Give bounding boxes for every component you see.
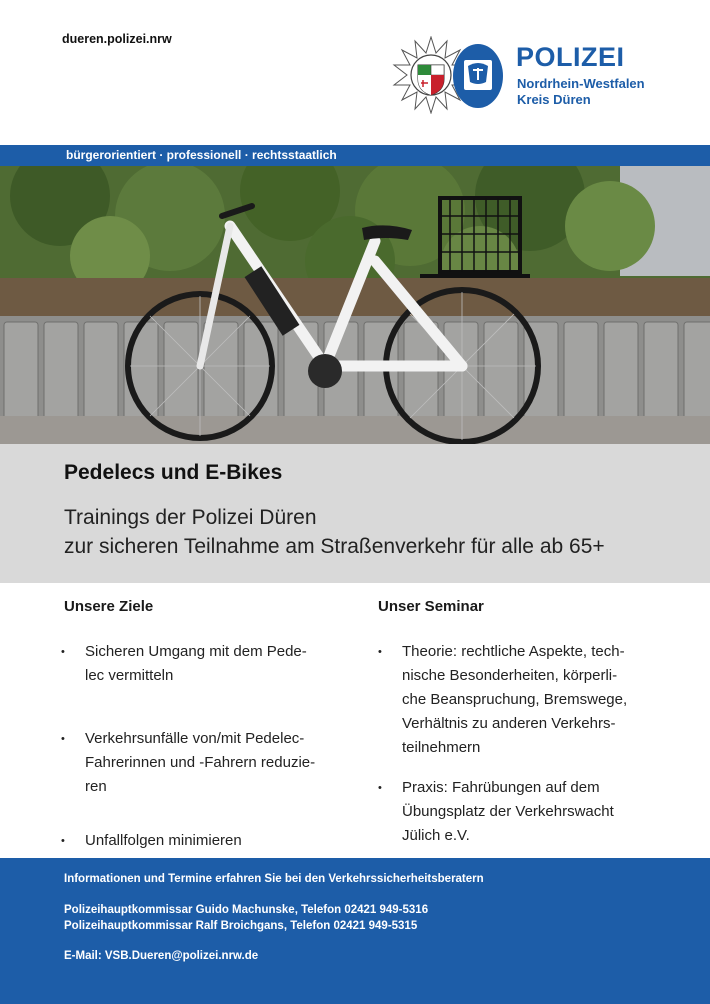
list-item: • Verkehrsunfälle von/mit Pedelec- Fahrerinnen und -Fahrern reduzie- ren xyxy=(85,727,355,799)
police-logo xyxy=(392,36,682,116)
logo-state: Nordrhein-Westfalen xyxy=(517,76,645,91)
goals-list xyxy=(61,640,355,853)
bullet-icon: • xyxy=(378,782,382,794)
list-item: • Sicheren Umgang mit dem Pede- lec vermitteln xyxy=(85,640,355,688)
e-bike-photo xyxy=(0,166,710,444)
list-item: • Theorie: rechtliche Aspekte, tech- nische Besonderheiten, körperli- che Beanspruchung, Bremswege, Verhältnis zu anderen Verkehrs- teilnehmern xyxy=(402,640,682,760)
tagline: bürgerorientiert · professionell · rechtsstaatlich xyxy=(66,148,337,162)
site-url[interactable]: dueren.polizei.nrw xyxy=(62,32,172,46)
email-link[interactable]: E-Mail: VSB.Dueren@polizei.nrw.de xyxy=(64,950,259,962)
list-item: • Unfallfolgen minimieren xyxy=(85,829,355,853)
list-item: • Praxis: Fahrübungen auf dem Übungsplatz der Verkehrswacht Jülich e.V. xyxy=(402,776,682,848)
subtitle-line-1: Trainings der Polizei Düren xyxy=(64,506,317,529)
page-title: Pedelecs und E-Bikes xyxy=(64,461,283,484)
goals-heading: Unsere Ziele xyxy=(64,598,154,615)
subtitle-line-2: zur sicheren Teilnahme am Straßenverkehr für alle ab 65+ xyxy=(64,535,605,558)
bullet-icon: • xyxy=(61,835,65,847)
bullet-icon: • xyxy=(378,646,382,658)
bullet-icon: • xyxy=(61,733,65,745)
contact-footer xyxy=(0,858,710,1004)
logo-district: Kreis Düren xyxy=(517,92,591,107)
seminar-list xyxy=(378,640,682,848)
info-text: Informationen und Termine erfahren Sie bei den Verkehrssicherheitsberatern xyxy=(64,873,484,885)
contact-line-2: Polizeihauptkommissar Ralf Broichgans, Telefon 02421 949-5315 xyxy=(64,920,418,932)
title-band xyxy=(0,444,710,583)
tagline-bar xyxy=(0,145,710,166)
seminar-heading: Unser Seminar xyxy=(378,598,484,615)
contact-line-1: Polizeihauptkommissar Guido Machunske, Telefon 02421 949-5316 xyxy=(64,904,429,916)
logo-title: POLIZEI xyxy=(516,42,625,72)
badge-icon xyxy=(452,42,504,110)
bullet-icon: • xyxy=(61,646,65,658)
